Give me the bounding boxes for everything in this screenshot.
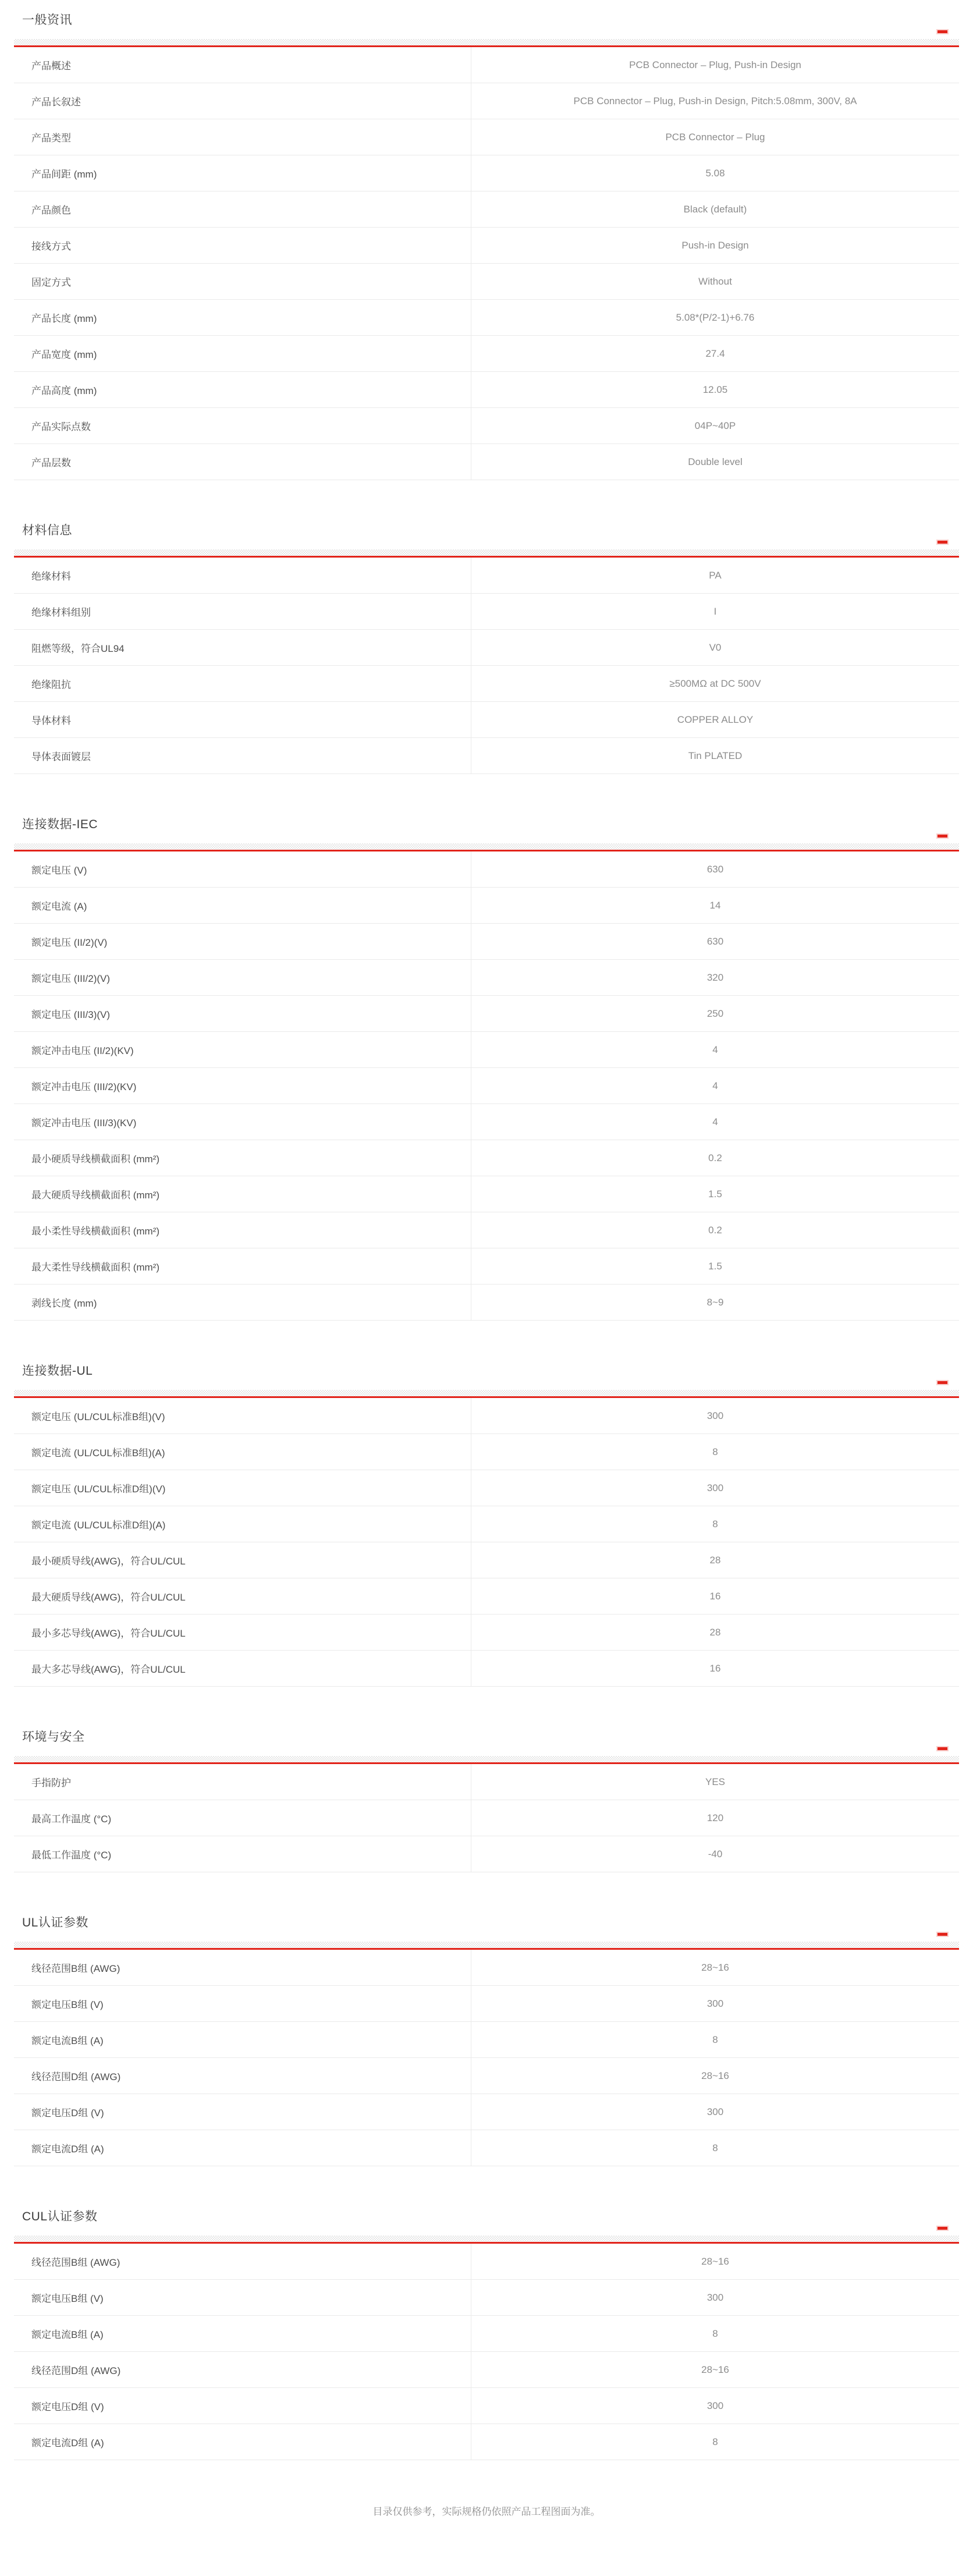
row-value: 300 — [706, 2291, 724, 2303]
row-value: 16 — [709, 1662, 721, 1674]
row-value: 5.08 — [705, 167, 725, 179]
minus-icon — [938, 1747, 947, 1750]
row-value: 28~16 — [701, 2364, 729, 2375]
section-header — [14, 1914, 959, 1942]
row-label: 额定电流B组 (A) — [14, 2022, 471, 2057]
table-row — [14, 1285, 959, 1321]
table-row — [14, 630, 959, 666]
row-label: 额定电压 (III/3)(V) — [14, 996, 471, 1031]
row-label: 最小柔性导线横截面积 (mm²) — [14, 1212, 471, 1248]
row-label: 线径范围B组 (AWG) — [14, 2244, 471, 2279]
row-label: 产品间距 (mm) — [14, 155, 471, 191]
row-label: 产品长度 (mm) — [14, 300, 471, 335]
row-label: 额定电压 (V) — [14, 851, 471, 887]
table-row — [14, 83, 959, 119]
row-label: 产品层数 — [14, 444, 471, 480]
collapse-section-button[interactable] — [935, 28, 950, 36]
table-row — [14, 996, 959, 1032]
spec-table — [14, 47, 959, 480]
row-value: -40 — [708, 1848, 723, 1860]
section-title: 环境与安全 — [22, 1730, 85, 1744]
table-row — [14, 2316, 959, 2352]
table-row — [14, 2424, 959, 2460]
row-value: PA — [709, 569, 722, 581]
row-value: 8 — [712, 2142, 718, 2153]
table-row — [14, 1470, 959, 1506]
row-label: 额定电压 (II/2)(V) — [14, 924, 471, 959]
row-label: 产品宽度 (mm) — [14, 336, 471, 371]
row-value: COPPER ALLOY — [677, 714, 754, 725]
row-value: 250 — [706, 1007, 724, 1019]
table-row — [14, 408, 959, 444]
row-label: 绝缘材料 — [14, 558, 471, 593]
table-row — [14, 594, 959, 630]
minus-icon — [938, 1933, 947, 1936]
row-label: 最大柔性导线横截面积 (mm²) — [14, 1248, 471, 1284]
row-value: Without — [698, 275, 732, 287]
row-value: 320 — [706, 971, 724, 983]
table-row — [14, 2244, 959, 2280]
table-row — [14, 1248, 959, 1285]
row-value: 300 — [706, 1410, 724, 1421]
table-row — [14, 1986, 959, 2022]
row-value: PCB Connector – Plug — [665, 131, 765, 143]
row-value: 4 — [712, 1116, 718, 1127]
section-title: UL认证参数 — [22, 1916, 88, 1929]
row-value: YES — [705, 1776, 726, 1787]
spec-section — [14, 2208, 959, 2460]
row-label: 线径范围D组 (AWG) — [14, 2058, 471, 2094]
table-row — [14, 372, 959, 408]
row-label: 最低工作温度 (°C) — [14, 1836, 471, 1872]
row-label: 产品高度 (mm) — [14, 372, 471, 407]
row-value: 0.2 — [708, 1152, 722, 1163]
stripe-band-divider — [14, 2236, 959, 2242]
spec-section — [14, 1362, 959, 1687]
table-row — [14, 155, 959, 191]
row-label: 产品类型 — [14, 119, 471, 155]
row-value: Double level — [688, 456, 743, 467]
spec-section — [14, 12, 959, 480]
collapse-section-button[interactable] — [935, 1379, 950, 1386]
row-label: 额定电流D组 (A) — [14, 2424, 471, 2460]
collapse-section-button[interactable] — [935, 1931, 950, 1938]
row-label: 额定电压B组 (V) — [14, 2280, 471, 2315]
row-label: 额定电压 (III/2)(V) — [14, 960, 471, 995]
table-row — [14, 2094, 959, 2130]
section-title: 连接数据-UL — [22, 1364, 93, 1378]
table-row — [14, 1950, 959, 1986]
row-value: 28~16 — [701, 2255, 729, 2267]
row-label: 线径范围D组 (AWG) — [14, 2352, 471, 2387]
row-label: 产品长叙述 — [14, 83, 471, 119]
table-row — [14, 336, 959, 372]
table-row — [14, 1800, 959, 1836]
table-row — [14, 2352, 959, 2388]
row-label: 阻燃等级，符合UL94 — [14, 630, 471, 665]
row-value: 300 — [706, 2106, 724, 2117]
minus-icon — [938, 30, 947, 33]
table-row — [14, 1104, 959, 1140]
section-title: 一般资讯 — [22, 13, 72, 27]
row-label: 固定方式 — [14, 264, 471, 299]
row-value: 5.08*(P/2-1)+6.76 — [676, 311, 755, 323]
spec-section — [14, 522, 959, 774]
row-label: 最小硬质导线(AWG)，符合UL/CUL — [14, 1542, 471, 1578]
row-label: 产品颜色 — [14, 191, 471, 227]
spec-sections — [14, 12, 959, 2460]
table-row — [14, 2022, 959, 2058]
row-label: 最小多芯导线(AWG)，符合UL/CUL — [14, 1615, 471, 1650]
row-label: 最大硬质导线横截面积 (mm²) — [14, 1176, 471, 1212]
row-value: 1.5 — [708, 1260, 722, 1272]
spec-table — [14, 851, 959, 1321]
row-label: 导体表面镀层 — [14, 738, 471, 773]
collapse-section-button[interactable] — [935, 1745, 950, 1752]
row-value: Tin PLATED — [688, 750, 743, 761]
table-row — [14, 2058, 959, 2094]
table-row — [14, 2280, 959, 2316]
table-row — [14, 738, 959, 774]
row-value: I — [713, 605, 717, 617]
section-title: CUL认证参数 — [22, 2210, 98, 2223]
row-value: 8 — [712, 2327, 718, 2339]
table-row — [14, 2388, 959, 2424]
row-label: 剥线长度 (mm) — [14, 1285, 471, 1320]
table-row — [14, 264, 959, 300]
stripe-band-divider — [14, 843, 959, 850]
row-label: 手指防护 — [14, 1764, 471, 1800]
stripe-band-divider — [14, 39, 959, 45]
minus-icon — [938, 1381, 947, 1384]
row-label: 额定电流 (A) — [14, 888, 471, 923]
row-value: 4 — [712, 1044, 718, 1055]
row-value: 04P~40P — [694, 420, 736, 431]
spec-table — [14, 1950, 959, 2166]
row-value: Push-in Design — [681, 239, 749, 251]
row-value: 630 — [706, 935, 724, 947]
table-row — [14, 1836, 959, 1872]
row-value: 14 — [709, 899, 721, 911]
row-label: 接线方式 — [14, 228, 471, 263]
spec-table — [14, 2244, 959, 2460]
row-value: Black (default) — [683, 203, 747, 215]
table-row — [14, 119, 959, 155]
row-label: 额定电压D组 (V) — [14, 2388, 471, 2424]
stripe-band-divider — [14, 549, 959, 556]
product-spec-page — [0, 12, 973, 2576]
table-row — [14, 1176, 959, 1212]
row-label: 绝缘阻抗 — [14, 666, 471, 701]
collapse-section-button[interactable] — [935, 832, 950, 840]
minus-icon — [938, 835, 947, 838]
section-title: 材料信息 — [22, 524, 72, 537]
row-value: 8 — [712, 1446, 718, 1457]
table-row — [14, 1615, 959, 1651]
minus-icon — [938, 541, 947, 544]
row-value: 1.5 — [708, 1188, 722, 1200]
row-label: 产品概述 — [14, 47, 471, 83]
row-label: 额定冲击电压 (III/2)(KV) — [14, 1068, 471, 1104]
table-row — [14, 1212, 959, 1248]
row-label: 额定电流 (UL/CUL标准B组)(A) — [14, 1434, 471, 1470]
row-label: 绝缘材料组别 — [14, 594, 471, 629]
row-value: 630 — [706, 863, 724, 875]
row-value: 300 — [706, 1482, 724, 1493]
table-row — [14, 1068, 959, 1104]
row-value: 8~9 — [706, 1296, 724, 1308]
row-value: 8 — [712, 1518, 718, 1530]
table-row — [14, 888, 959, 924]
row-label: 额定电压 (UL/CUL标准D组)(V) — [14, 1470, 471, 1506]
table-row — [14, 444, 959, 480]
spec-section — [14, 1729, 959, 1872]
table-row — [14, 1764, 959, 1800]
table-row — [14, 1506, 959, 1542]
table-row — [14, 1651, 959, 1687]
spec-section — [14, 1914, 959, 2166]
row-value: PCB Connector – Plug, Push-in Design — [629, 59, 801, 70]
row-label: 额定电流B组 (A) — [14, 2316, 471, 2351]
spec-table — [14, 558, 959, 774]
table-row — [14, 702, 959, 738]
table-row — [14, 1032, 959, 1068]
stripe-band-divider — [14, 1942, 959, 1948]
row-value: 300 — [706, 1997, 724, 2009]
row-label: 额定电压B组 (V) — [14, 1986, 471, 2021]
row-value: 28 — [709, 1554, 721, 1566]
row-label: 额定电流 (UL/CUL标准D组)(A) — [14, 1506, 471, 1542]
table-row — [14, 924, 959, 960]
table-row — [14, 47, 959, 83]
row-label: 最小硬质导线横截面积 (mm²) — [14, 1140, 471, 1176]
table-row — [14, 960, 959, 996]
table-row — [14, 1578, 959, 1615]
row-value: 0.2 — [708, 1224, 722, 1236]
stripe-band-divider — [14, 1756, 959, 1762]
row-value: V0 — [709, 641, 722, 653]
row-value: 8 — [712, 2034, 718, 2045]
row-label: 最大硬质导线(AWG)，符合UL/CUL — [14, 1578, 471, 1614]
row-label: 额定电流D组 (A) — [14, 2130, 471, 2166]
table-row — [14, 1140, 959, 1176]
table-row — [14, 228, 959, 264]
row-value: 4 — [712, 1080, 718, 1091]
section-header — [14, 1362, 959, 1390]
row-label: 额定冲击电压 (III/3)(KV) — [14, 1104, 471, 1140]
collapse-section-button[interactable] — [935, 2224, 950, 2232]
row-value: 12.05 — [702, 384, 728, 395]
table-row — [14, 1542, 959, 1578]
footer-disclaimer: 目录仅供参考，实际规格仍依照产品工程图面为准。 — [372, 2506, 601, 2517]
table-row — [14, 666, 959, 702]
table-row — [14, 558, 959, 594]
section-header — [14, 2208, 959, 2236]
section-title: 连接数据-IEC — [22, 818, 98, 831]
row-value: 28 — [709, 1626, 721, 1638]
table-row — [14, 2130, 959, 2166]
section-header — [14, 1729, 959, 1756]
spec-table — [14, 1764, 959, 1872]
row-value: 27.4 — [705, 347, 725, 359]
row-value: PCB Connector – Plug, Push-in Design, Pitch:5.08mm, 300V, 8A — [573, 95, 857, 107]
row-value: 8 — [712, 2436, 718, 2447]
row-label: 额定电压 (UL/CUL标准B组)(V) — [14, 1398, 471, 1434]
row-value: 300 — [706, 2400, 724, 2411]
row-label: 额定电压D组 (V) — [14, 2094, 471, 2130]
row-label: 最高工作温度 (°C) — [14, 1800, 471, 1836]
section-header — [14, 522, 959, 549]
row-label: 最大多芯导线(AWG)，符合UL/CUL — [14, 1651, 471, 1686]
section-header — [14, 12, 959, 39]
row-label: 额定冲击电压 (II/2)(KV) — [14, 1032, 471, 1067]
spec-section — [14, 816, 959, 1321]
row-value: 28~16 — [701, 1961, 729, 1973]
minus-icon — [938, 2227, 947, 2230]
table-row — [14, 191, 959, 228]
row-value: 28~16 — [701, 2070, 729, 2081]
table-row — [14, 1434, 959, 1470]
row-value: 16 — [709, 1590, 721, 1602]
table-row — [14, 300, 959, 336]
row-label: 产品实际点数 — [14, 408, 471, 443]
row-value: 120 — [706, 1812, 724, 1823]
row-value: ≥500MΩ at DC 500V — [669, 677, 761, 689]
table-row — [14, 851, 959, 888]
spec-table — [14, 1398, 959, 1687]
table-row — [14, 1398, 959, 1434]
row-label: 导体材料 — [14, 702, 471, 737]
row-label: 线径范围B组 (AWG) — [14, 1950, 471, 1985]
stripe-band-divider — [14, 1390, 959, 1396]
collapse-section-button[interactable] — [935, 538, 950, 546]
section-header — [14, 816, 959, 843]
